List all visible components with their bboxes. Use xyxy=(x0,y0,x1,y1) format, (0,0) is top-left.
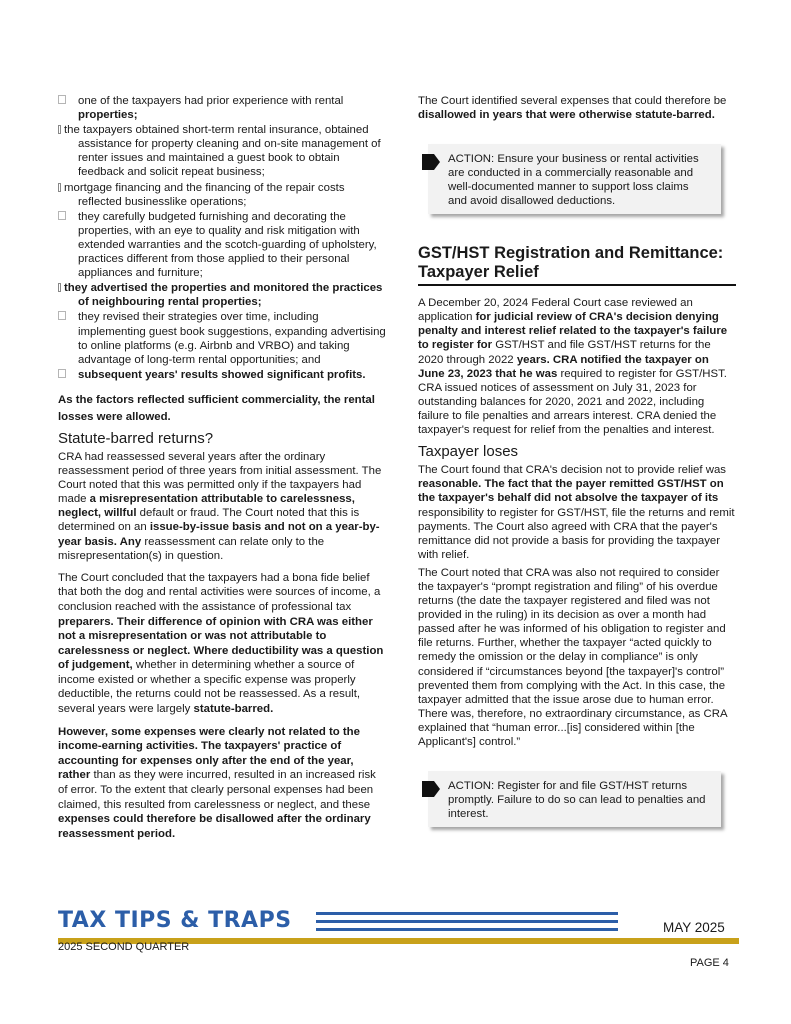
bullet-item: they revised their strategies over time, including implementing guest book suggestions, expanding advertising to online platforms (e.g. Airbnb and VRBO) and taking advantage of long-term rental opportunities; and xyxy=(58,310,388,366)
gst-paragraph-1: A December 20, 2024 Federal Court case reviewed an application for judicial review of CRA's decision denying penalty and interest relief related to the taxpayer's failure to register for GST/HST and file GST/HST returns for the 2020 through 2022 years. CRA notified the taxpayer on June 23, 2023 that he was required to register for GST/HST. CRA issued notices of assessment on July 31, 2023 for outstanding balances for 2020, 2021 and 2022, including failure to file penalties and arrears interest. CRA denied the taxpayer's request for relief from the penalties and interest. xyxy=(418,297,728,437)
footer-rule-blue-1 xyxy=(316,912,618,915)
footer-rule-blue-3 xyxy=(316,928,618,931)
bullet-box-icon xyxy=(58,95,66,104)
conclusion-paragraph: As the factors reflected sufficient commerciality, the rental losses were allowed. xyxy=(58,393,375,423)
gst-paragraph-2: The Court found that CRA's decision not to provide relief was reasonable. The fact that the payer remitted GST/HST on the taxpayer's behalf did not absolve the taxpayer of its responsibility to register for GST/HST, file the returns and remit payments. The Court also agreed with CRA that the payer's remittance did not provide a basis for providing the taxpayer with relief. xyxy=(418,464,735,561)
footer-rule-blue-2 xyxy=(316,920,618,923)
bullet-item: they advertised the properties and monitored the practices of neighbouring rental properties; xyxy=(58,281,388,309)
statute-paragraph-2: The Court concluded that the taxpayers had a bona fide belief that both the dog and rental activities were sources of income, a conclusion reached with the assistance of professional tax preparers. Their difference of opinion with CRA was either not a misrepresentation or was not attributable to carelessness or neglect. Where deductibility was a question of judgement, whether in determining whether a source of income existed or whether a specific expense was properly deductible, the returns could not be reassessed. As a result, several years were largely statute-barred. xyxy=(58,571,384,716)
action-flag-icon xyxy=(422,152,442,172)
action-box-2 xyxy=(428,771,721,827)
action-box-1 xyxy=(428,144,721,214)
taxpayer-loses-heading: Taxpayer loses xyxy=(418,443,519,461)
newsletter-brand: TAX TIPS & TRAPS xyxy=(58,908,292,933)
intro-paragraph: The Court identified several expenses that could therefore be disallowed in years that were otherwise statute-barred. xyxy=(418,95,727,122)
bullet-box-icon xyxy=(58,211,66,220)
bullet-item: one of the taxpayers had prior experience with rental properties; xyxy=(58,94,388,122)
action-2-text: ACTION: Register for and file GST/HST returns promptly. Failure to do so can lead to penalties and interest. xyxy=(448,780,706,821)
gst-paragraph-3: The Court noted that CRA was also not required to consider the taxpayer's “prompt registration and filing” of his overdue returns (the date the taxpayer registered and filed was not provided in the ruling) in its decision as over a month had passed after he was informed of his obligation to register and file returns. Further, whether the taxpayer “acted quickly to remedy the omission or the delay in compliance” is only considered if “circumstances beyond [the taxpayer]'s control” prevented them from complying with the Act. In this case, the taxpayer admitted that the issue arose due to human error. There was, therefore, no extraordinary circumstance, as CRA explained that “human error...[is] considered within [the Applicant's] control.” xyxy=(418,566,727,748)
bullet-item: the taxpayers obtained short-term rental insurance, obtained assistance for property cleaning and on-site management of renter issues and maintained a guest book to obtain feedback and solicit repeat business; xyxy=(58,123,388,179)
bullet-glyph-icon xyxy=(58,183,61,192)
statute-paragraph-1: CRA had reassessed several years after the ordinary reassessment period of three years from initial assessment. The Court noted that this was permitted only if the taxpayers had made a misrepresentation attributable to carelessness, neglect, willful default or fraud. The Court noted that this is determined on an issue-by-issue basis and not on a year-by-year basis. Any reassessment can relate only to the misrepresentation(s) in question. xyxy=(58,450,382,562)
quarter-label: 2025 SECOND QUARTER xyxy=(58,941,190,953)
bullet-box-icon xyxy=(58,369,66,378)
bullet-box-icon xyxy=(58,311,66,320)
bullet-glyph-icon xyxy=(58,125,61,134)
page-number: PAGE 4 xyxy=(690,957,729,969)
gst-hst-heading: GST/HST Registration and Remittance: Taxpayer Relief xyxy=(418,244,736,286)
issue-date: MAY 2025 xyxy=(663,920,725,935)
bullet-item: they carefully budgeted furnishing and decorating the properties, with an eye to quality and risk mitigation with extended warranties and the scotch-guarding of upholstery, practices different from those applied to their personal appliances and furniture; xyxy=(58,210,388,280)
bullet-item: subsequent years' results showed significant profits. xyxy=(58,368,388,382)
left-column xyxy=(58,94,388,845)
action-flag-icon xyxy=(422,779,442,799)
action-1-text: ACTION: Ensure your business or rental activities are conducted in a commercially reasonable and well-documented manner to support loss claims and avoid disallowed deductions. xyxy=(448,153,699,208)
bullet-item: mortgage financing and the financing of the repair costs reflected businesslike operations; xyxy=(58,181,388,209)
statute-paragraph-3: However, some expenses were clearly not related to the income-earning activities. The taxpayers' practice of accounting for expenses only after the end of the year, rather than as they were incurred, resulted in an increased risk of error. To the extent that clearly personal expenses had been claimed, this resulted from carelessness or neglect, and these expenses could therefore be disallowed after the ordinary reassessment period. xyxy=(58,725,376,840)
right-column xyxy=(418,94,736,827)
factor-bullet-list xyxy=(58,94,388,382)
statute-barred-heading: Statute-barred returns? xyxy=(58,429,214,447)
bullet-glyph-icon xyxy=(58,283,61,292)
